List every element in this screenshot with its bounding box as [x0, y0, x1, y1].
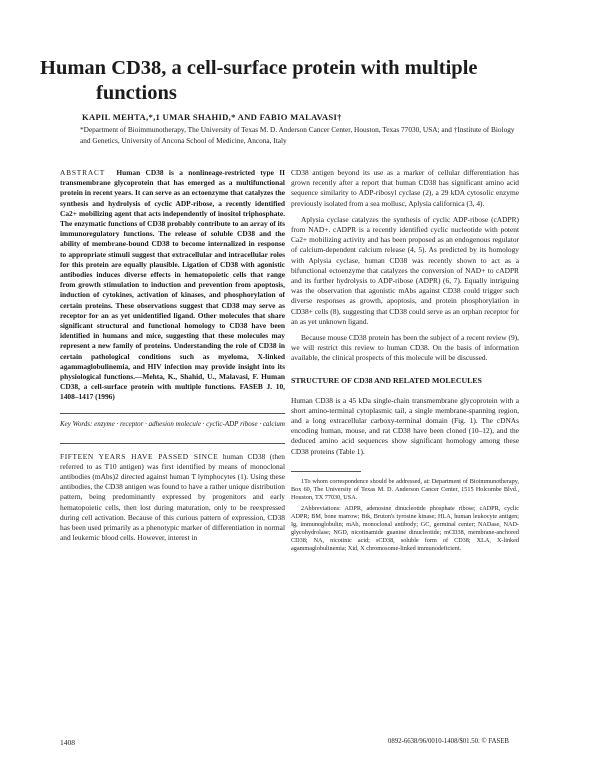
author-list: KAPIL MEHTA,*,1 UMAR SHAHID,* AND FABIO MALAVASI†	[82, 112, 342, 122]
paragraph-review-scope: Because mouse CD38 protein has been the subject of a recent review (9), we will restrict this review to human CD38. On the basis of information available, the clinical prospects of this molecule will be discussed.	[291, 333, 519, 363]
page-number: 1408	[60, 738, 75, 747]
intro-opening-caps: FIFTEEN YEARS HAVE PASSED SINCE	[60, 451, 219, 461]
left-column	[60, 168, 285, 544]
author-affiliations: *Department of Bioimmunotherapy, The University of Texas M. D. Anderson Cancer Center, Houston, Texas 77030, USA; and †Institute of Biology and Genetics, University of Ancona School of Medicine, Ancona, Italy	[80, 125, 515, 145]
introduction-paragraph	[60, 443, 285, 544]
abstract-text: Human CD38 is a nonlineage-restricted type II transmembrane glycoprotein that has emerged as a multifunctional protein in recent years. It can serve as an ectoenzyme that catalyzes the synthesis and hydrolysis of cyclic ADP-ribose, a recently identified Ca2+ mobilizing agent that acts independently of inositol triphosphate. The enzymatic functions of CD38 probably contribute to an array of its immunoregulatory functions. The release of soluble CD38 and the ability of membrane-bound CD38 to become internalized in response to appropriate stimuli suggest that extracellular and intracellular roles for this protein are equally plausible. Ligation of CD38 with agonistic antibodies induces diverse effects in hematopoietic cells that range from growth stimulation to induction and prevention from apoptosis, induction of cytokines, activation of kinases, and phosphorylation of certain proteins. These observations suggest that CD38 may serve as receptor for an as yet unidentified ligand. Other molecules that share significant structural and functional homology to CD38 have been identified in humans and mice, suggesting that these molecules may represent a new family of proteins. Understanding the role of CD38 in certain pathological conditions such as myeloma, X-linked agammaglobulinemia, and HIV infection may provide insight into its physiological functions.—Mehta, K., Shahid, U., Malavasi, F. Human CD38, a cell-surface protein with multiple functions. FASEB J. 10, 1408–1417 (1996)	[60, 168, 285, 402]
abstract	[60, 168, 285, 403]
article-title	[40, 56, 560, 106]
paragraph-aplysia-cyclase: Aplysia cyclase catalyzes the synthesis of cyclic ADP-ribose (cADPR) from NAD+. cADPR is a recently identified cyclic nucleotide with potent Ca2+ mobilizing activity and has been proposed as an endogenous regulator of calcium-dependent calcium release (4, 5). As predicted by its homology with Aplysia cyclase, human CD38 was recently shown to act as a bifunctional ectoenzyme that catalyzes the conversion of NAD+ to cADPR and its further hydrolysis to ADP-ribose (ADPR) (6, 7). Equally intriguing was the observation that agonistic mAbs against CD38 could trigger such diverse responses as growth, apoptosis, and protein phosphorylation in CD38+ cells (8), suggesting that CD38 could serve as an orphan receptor for an as yet unknown ligand.	[291, 214, 519, 326]
footnote-correspondence: 1To whom correspondence should be addressed, at: Department of Bioimmunotherapy, Box 60, The University of Texas M. D. Anderson Cancer Center, 1515 Holcombe Blvd., Houston, TX 77030, USA.	[291, 477, 519, 501]
paragraph-structure: Human CD38 is a 45 kDa single-chain transmembrane glycoprotein with a short amino-terminal cytoplasmic tail, a single membrane-spanning region, and a long extracellular carboxy-terminal domain (Fig. 1). The cDNAs encoding human, mouse, and rat CD38 have been cloned (10–12), and the deduced amino acid sequences show significant homology among these CD38 proteins (Table 1).	[291, 395, 519, 456]
paragraph-cd38-interest: CD38 antigen beyond its use as a marker of cellular differentiation has grown recently after a report that human CD38 has significant amino acid sequence similarity to ADP-ribosyl cyclase (2), a 29 kDA cytosolic enzyme previously isolated from a sea mollusc, Aplysia californica (3, 4).	[291, 168, 519, 208]
footnote-divider	[291, 471, 361, 472]
section-heading-structure: STRUCTURE OF CD38 AND RELATED MOLECULES	[291, 375, 482, 385]
keywords: Key Words: enzyme · receptor · adhesion molecule · cyclic-ADP ribose · calcium	[60, 413, 285, 429]
footnote-abbreviations: 2Abbreviations: ADPR, adenosine dinucleotide phosphate ribose; cADPR, cyclic ADPR; BM, bone marrow; Btk, Bruton's tyrosine kinase; HLA, human leukocyte antigen; Ig, immunoglobulin; mAb, monoclonal antibody; GC, germinal center; NADase, NAD-glycohydrolase; NGD, nicotinamide guanine dinucleotide; mCD38, membrane-anchored CD38; NA, nicotinic acid; sCD38, soluble form of CD38; XLA, X-linked agammaglobulinemia; Xid, X chromosome-linked immunodeficient.	[291, 504, 519, 552]
right-column	[291, 168, 519, 556]
title-line-1: Human CD38, a cell-surface protein with multiple	[40, 57, 478, 79]
title-line-2: functions	[96, 82, 177, 104]
abstract-label: ABSTRACT	[60, 168, 106, 177]
issn-line: 0892-6638/96/0010-1408/$01.50. © FASEB	[388, 738, 509, 745]
intro-text: human CD38 (then referred to as T10 antigen) was first identified by means of monoclonal antibodies (mAbs)2 directed against human T lymphocytes (1). Using these antibodies, the CD38 antigen was found to have a rather unique distribution pattern, being predominantly expressed by progenitors and early hematopoietic cells, then lost during maturation, only to be reexpressed during cell activation. Because of this curious pattern of expression, CD38 has been used primarily as a phenotypic marker of differentiation in normal and leukemic blood cells. However, interest in	[60, 451, 285, 543]
